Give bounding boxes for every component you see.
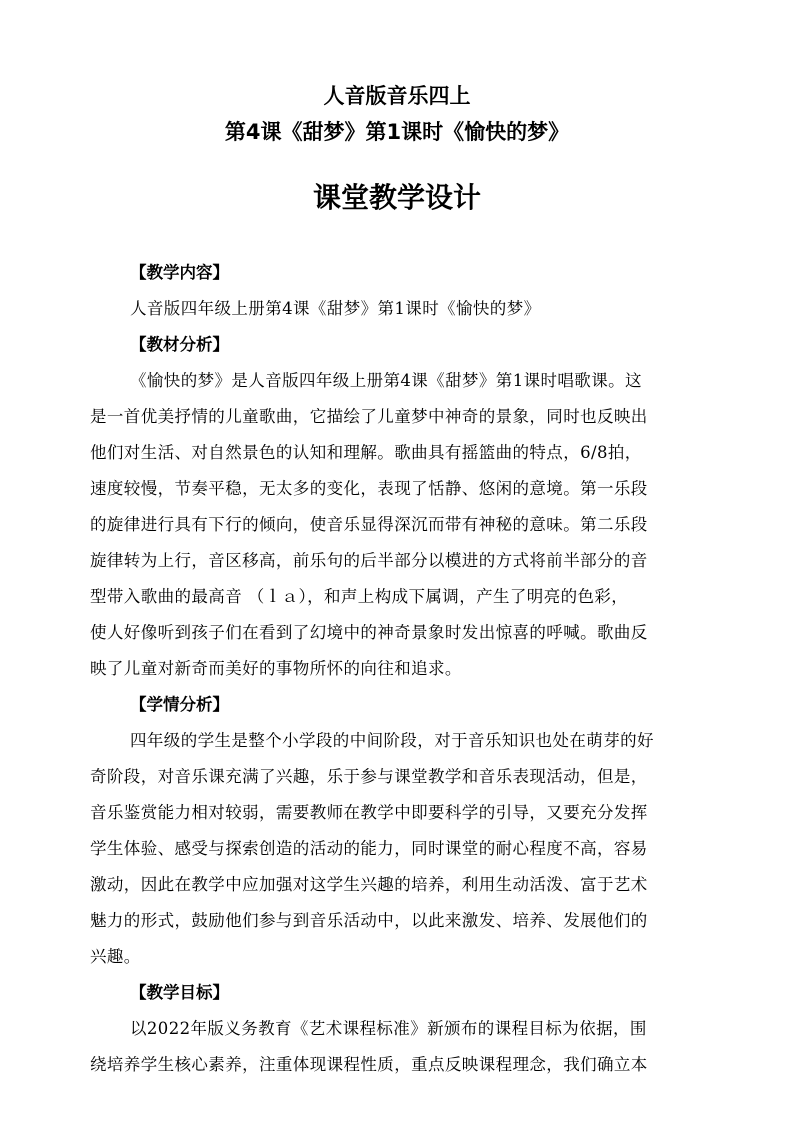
paragraph-line: 音乐鉴赏能力相对较弱，需要教师在教学中即要科学的引导，又要充分发挥 xyxy=(90,803,648,822)
paragraph-line: 速度较慢，节奏平稳，无太多的变化，表现了恬静、悠闲的意境。第一乐段 xyxy=(90,479,648,498)
document-title: 课堂教学设计 xyxy=(312,181,481,214)
paragraph-line: 绕培养学生核心素养，注重体现课程性质，重点反映课程理念，我们确立本 xyxy=(90,1055,648,1074)
paragraph-line: 《愉快的梦》是人音版四年级上册第4课《甜梦》第1课时唱歌课。这 xyxy=(130,371,642,390)
paragraph-line: 是一首优美抒情的儿童歌曲，它描绘了儿童梦中神奇的景象，同时也反映出 xyxy=(90,407,648,426)
title-line-2: 第4课《甜梦》第1课时《愉快的梦》 xyxy=(224,120,570,144)
paragraph-line: 旋律转为上行，音区移高，前乐句的后半部分以模进的方式将前半部分的音 xyxy=(90,551,648,570)
heading-material-analysis: 【教材分析】 xyxy=(130,335,229,354)
paragraph-line: 兴趣。 xyxy=(90,947,141,966)
title-line-1: 人音版音乐四上 xyxy=(323,84,471,108)
paragraph-line: 他们对生活、对自然景色的认知和理解。歌曲具有摇篮曲的特点，6/8拍， xyxy=(90,443,642,462)
paragraph-line: 型带入歌曲的最高音 （ｌａ），和声上构成下属调，产生了明亮的色彩， xyxy=(90,587,629,606)
paragraph-line: 激动，因此在教学中应加强对这学生兴趣的培养，利用生动活泼、富于艺术 xyxy=(90,875,648,894)
paragraph-line: 映了儿童对新奇而美好的事物所怀的向往和追求。 xyxy=(90,659,462,678)
paragraph-line: 四年级的学生是整个小学段的中间阶段，对于音乐知识也处在萌芽的好 xyxy=(130,731,654,750)
paragraph-line: 奇阶段，对音乐课充满了兴趣，乐于参与课堂教学和音乐表现活动，但是， xyxy=(90,767,648,786)
paragraph-line: 学生体验、感受与探索创造的活动的能力，同时课堂的耐心程度不高，容易 xyxy=(90,839,648,858)
heading-teaching-goals: 【教学目标】 xyxy=(130,983,229,1002)
paragraph-line: 使人好像听到孩子们在看到了幻境中的神奇景象时发出惊喜的呼喊。歌曲反 xyxy=(90,623,648,642)
paragraph-line: 的旋律进行具有下行的倾向，使音乐显得深沉而带有神秘的意味。第二乐段 xyxy=(90,515,648,534)
heading-teaching-content: 【教学内容】 xyxy=(130,263,229,282)
paragraph-line: 魅力的形式，鼓励他们参与到音乐活动中，以此来激发、培养、发展他们的 xyxy=(90,911,648,930)
heading-student-analysis: 【学情分析】 xyxy=(130,695,229,714)
paragraph-line: 人音版四年级上册第4课《甜梦》第1课时《愉快的梦》 xyxy=(130,299,541,318)
paragraph-line: 以2022年版义务教育《艺术课程标准》新颁布的课程目标为依据，围 xyxy=(130,1019,647,1038)
